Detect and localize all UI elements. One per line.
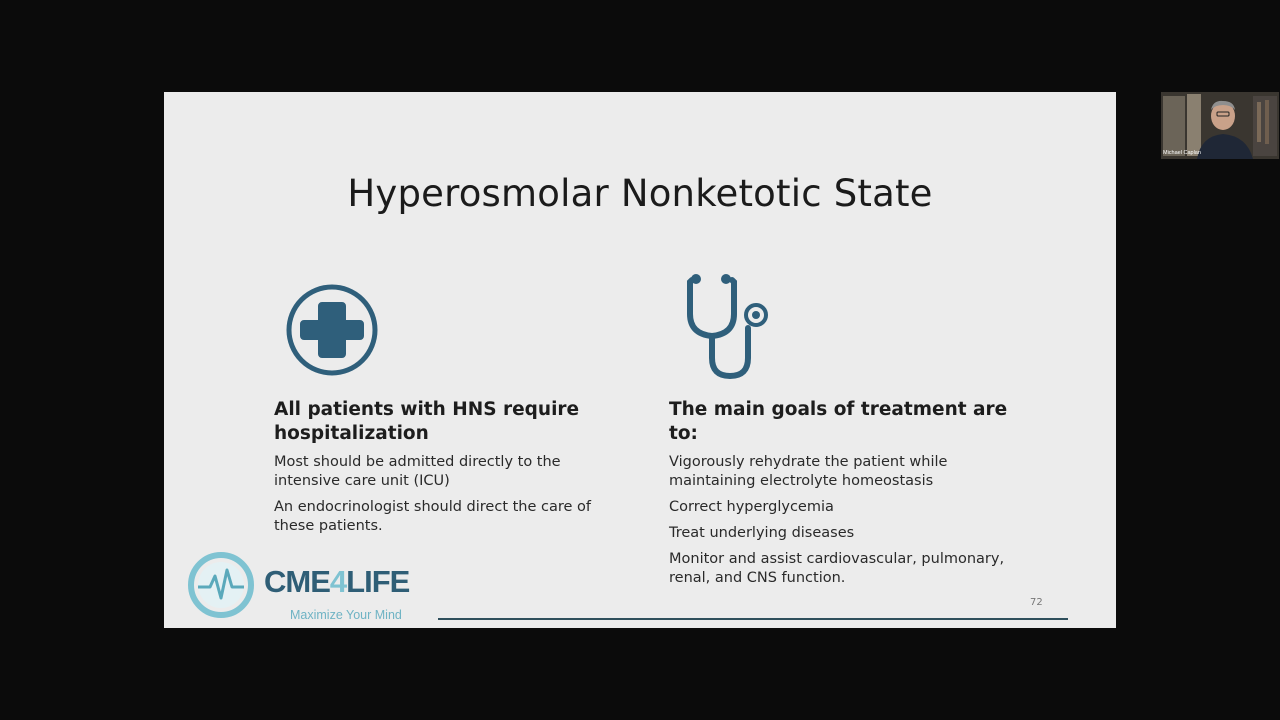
list-item bbox=[274, 453, 634, 491]
right-heading-line1: The main goals of treatment are bbox=[669, 399, 1008, 420]
medical-cross-icon bbox=[284, 282, 380, 378]
left-heading bbox=[274, 398, 614, 446]
list-item-line: renal, and CNS function. bbox=[669, 570, 846, 586]
slide-title: Hyperosmolar Nonketotic State bbox=[347, 172, 933, 215]
list-item-line: intensive care unit (ICU) bbox=[274, 473, 450, 489]
footer-divider bbox=[438, 618, 1068, 620]
list-item-line: Treat underlying diseases bbox=[669, 525, 855, 541]
right-bullet-list bbox=[669, 453, 1049, 595]
list-item bbox=[669, 453, 1049, 491]
left-heading-line2: hospitalization bbox=[274, 423, 429, 444]
list-item-line: An endocrinologist should direct the care of bbox=[274, 499, 592, 515]
logo-tagline: Maximize Your Mind bbox=[290, 608, 402, 622]
list-item-line: Vigorously rehydrate the patient while bbox=[669, 454, 948, 470]
stethoscope-icon bbox=[682, 272, 776, 384]
list-item bbox=[669, 550, 1049, 588]
list-item-line: Correct hyperglycemia bbox=[669, 499, 834, 515]
logo-wordmark-part: CME bbox=[264, 564, 330, 599]
list-item bbox=[669, 524, 1049, 543]
right-heading bbox=[669, 398, 1029, 446]
cme4life-logo bbox=[186, 548, 456, 628]
right-heading-line2: to: bbox=[669, 423, 698, 444]
logo-wordmark bbox=[264, 564, 409, 600]
list-item bbox=[274, 498, 634, 536]
heartbeat-logo-icon bbox=[186, 550, 256, 620]
list-item-line: Most should be admitted directly to the bbox=[274, 454, 561, 470]
list-item-line: Monitor and assist cardiovascular, pulmonary, bbox=[669, 551, 1005, 567]
list-item-line: these patients. bbox=[274, 518, 383, 534]
list-item bbox=[669, 498, 1049, 517]
left-heading-line1: All patients with HNS require bbox=[274, 399, 580, 420]
slide-number: 72 bbox=[1030, 597, 1043, 608]
left-bullet-list bbox=[274, 453, 634, 543]
participant-video-feed bbox=[1161, 92, 1279, 159]
logo-wordmark-four: 4 bbox=[329, 564, 347, 599]
presentation-slide bbox=[164, 92, 1116, 628]
logo-wordmark-part: LIFE bbox=[346, 564, 410, 599]
list-item-line: maintaining electrolyte homeostasis bbox=[669, 473, 934, 489]
participant-video-tile[interactable] bbox=[1161, 92, 1279, 159]
participant-name-label: Michael Caplan bbox=[1163, 150, 1201, 156]
